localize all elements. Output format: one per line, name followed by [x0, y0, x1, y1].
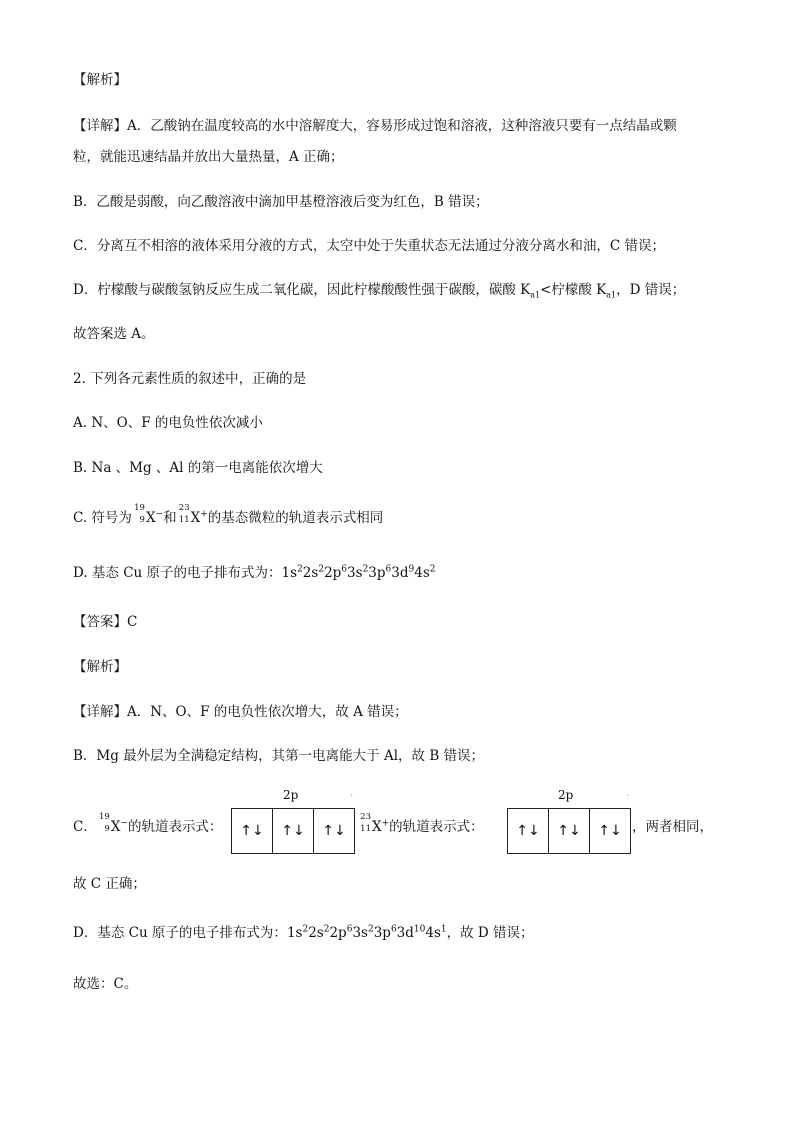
orbital-cell: ↑↓ [549, 809, 590, 853]
config-orbital: 2s [308, 925, 324, 941]
config-orbital: 4s [414, 565, 430, 581]
orbital-cell: ↑↓ [598, 823, 622, 839]
detail2-c-cont: 故 C 正确； [73, 876, 146, 892]
config-exponent: 6 [390, 924, 397, 935]
detail1-a-line1: 【详解】A．乙酸钠在温度较高的水中溶解度大，容易形成过饱和溶液，这种溶液只要有一点结晶或颗 [73, 118, 677, 134]
detail2-d [73, 921, 534, 941]
detail1-a-line2: 粒，就能迅速结晶并放出大量热量，A 正确； [73, 149, 344, 165]
config-exponent: 2 [367, 924, 374, 935]
detail2-d-pre: D．基态 Cu 原子的电子排布式为： [73, 925, 287, 941]
config-orbital: 4s [425, 925, 441, 941]
orbital-label-2: 2p [558, 788, 574, 802]
config-orbital: 2p [329, 925, 347, 941]
q2-option-b: B. Na 、Mg 、Al 的第一电离能依次增大 [73, 460, 323, 476]
detail2-c-post: ，两者相同， [632, 819, 713, 835]
config-orbital: 3s [347, 565, 363, 581]
answer1-final: 故答案选 A。 [73, 326, 155, 342]
q2-d-text-pre: D. 基态 Cu 原子的电子排布式为： [73, 565, 282, 581]
analysis-heading-2: 【解析】 [73, 659, 127, 675]
config-exponent: 6 [385, 564, 392, 575]
final-answer: 故选：C。 [73, 976, 138, 992]
q2-c-text-mid: 和 [163, 510, 177, 526]
orbital-cell: ↑↓ [322, 823, 346, 839]
config-right-cu [287, 925, 447, 941]
q2-option-a: A. N、O、F 的电负性依次减小 [73, 415, 263, 431]
config-exponent: 2 [323, 924, 330, 935]
config-exponent: 2 [302, 924, 309, 935]
detail1-d-text-mid: <柠檬酸 K [540, 282, 607, 298]
ka-subscript-1: a1 [530, 290, 541, 300]
q2-c-text-pre: C. 符号为 [73, 510, 132, 526]
q2-option-c: C. 符号为 19 9 X−和 23 11 X+的基态微粒的轨道表示式相同 [73, 503, 384, 526]
config-exponent: 10 [413, 924, 426, 935]
config-orbital: 3p [373, 925, 391, 941]
isotope-x-plus: 23 11 [178, 503, 190, 525]
orbital-cell: ↑↓ [273, 809, 314, 853]
detail2-c-pre: C． [73, 819, 97, 835]
detail2-c-text: C． 19 9 X−的轨道表示式： [73, 812, 223, 835]
config-orbital: 1s [281, 565, 298, 581]
config-orbital: 3d [396, 925, 414, 941]
detail2-b: B．Mg 最外层为全满稳定结构，其第一电离能大于 Al，故 B 错误； [73, 748, 485, 764]
config-exponent: 6 [346, 924, 353, 935]
config-orbital: 3p [368, 565, 386, 581]
config-exponent: 1 [440, 924, 447, 935]
detail1-d-text-pre: D．柠檬酸与碳酸氢钠反应生成二氧化碳，因此柠檬酸酸性强于碳酸，碳酸 K [73, 282, 531, 298]
isotope-x-plus-2: 23 11 [360, 812, 371, 834]
orbital-label-1: 2p [283, 788, 299, 802]
detail2-c-text-2: 23 11 X+的轨道表示式： [358, 815, 484, 835]
config-orbital: 2p [324, 565, 342, 581]
config-exponent: 2 [362, 564, 369, 575]
config-wrong-cu [282, 565, 436, 581]
analysis-heading-1: 【解析】 [73, 72, 127, 88]
q2-c-text-post: 的基态微粒的轨道表示式相同 [207, 510, 384, 526]
config-exponent: 6 [341, 564, 348, 575]
orbital-diagram-1 [231, 808, 355, 854]
config-orbital: 3s [352, 925, 368, 941]
config-exponent: 2 [318, 564, 325, 575]
detail1-d-text-post: ，D 错误； [616, 282, 686, 298]
detail1-c: C．分离互不相溶的液体采用分液的方式，太空中处于失重状态无法通过分液分离水和油，C 错误； [73, 238, 665, 254]
detail1-b: B．乙酸是弱酸，向乙酸溶液中滴加甲基橙溶液后变为红色，B 错误； [73, 194, 489, 210]
detail2-c-mid1: 的轨道表示式： [128, 819, 223, 835]
config-orbital: 3d [391, 565, 409, 581]
detail2-d-post: ，故 D 错误； [446, 925, 534, 941]
orbital-cell: ↑↓ [508, 809, 549, 853]
config-orbital: 2s [302, 565, 319, 581]
orbital-diagram-2 [507, 808, 631, 854]
detail2-c-mid2: 的轨道表示式： [389, 819, 484, 835]
isotope-x-minus-2: 19 9 [99, 812, 110, 834]
orbital-cell: ↑↓ [232, 809, 273, 853]
config-exponent: 2 [429, 564, 436, 575]
detail2-a: 【详解】A．N、O、F 的电负性依次增大，故 A 错误； [73, 704, 408, 720]
detail1-d [73, 278, 685, 298]
q2-stem: 2. 下列各元素性质的叙述中，正确的是 [73, 371, 307, 387]
answer-label: 【答案】C [73, 614, 138, 630]
isotope-x-minus: 19 9 [134, 503, 145, 525]
ka-subscript-2: a1 [606, 290, 617, 300]
q2-option-d [73, 561, 436, 581]
config-exponent: 9 [408, 564, 415, 575]
config-orbital: 1s [286, 925, 303, 941]
tick-mark-2: . [626, 788, 630, 799]
config-exponent: 2 [297, 564, 303, 575]
tick-mark-1: . [350, 788, 354, 799]
